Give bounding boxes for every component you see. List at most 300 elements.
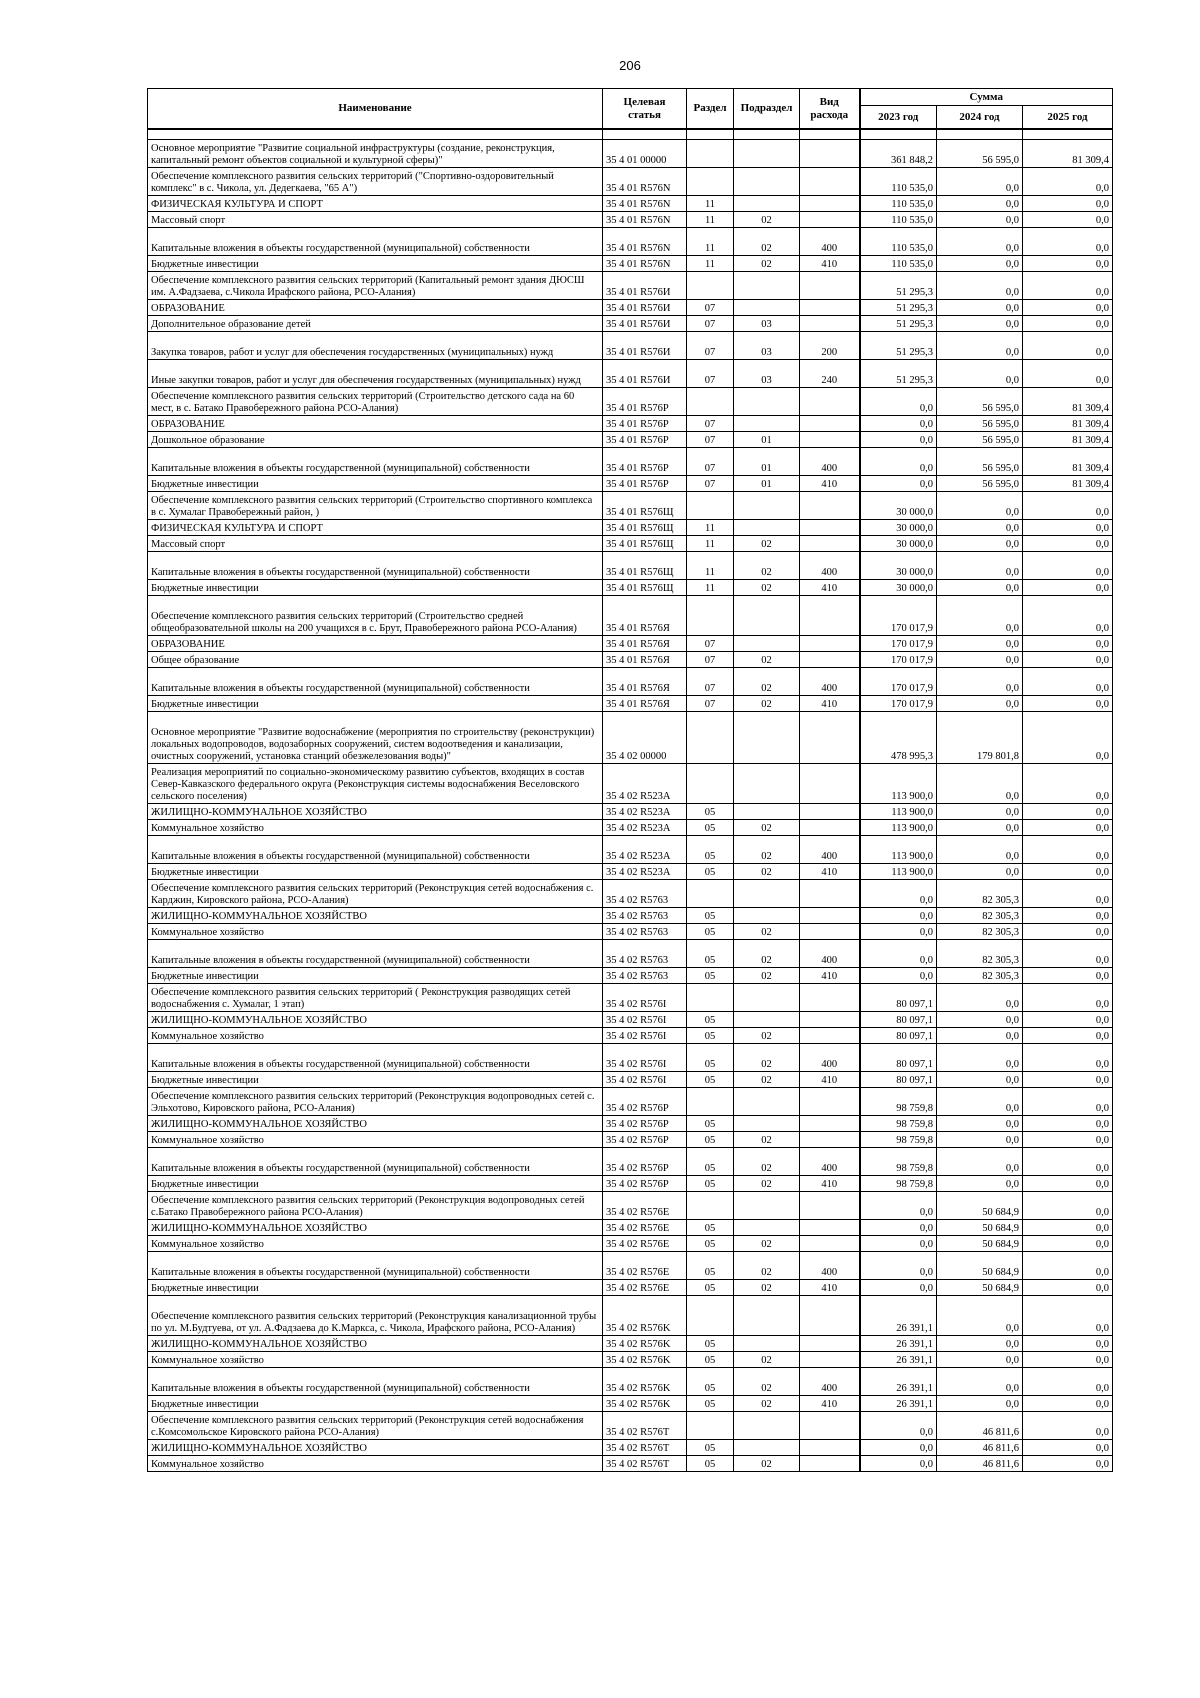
row-target-article-cell: 35 4 02 R5763 bbox=[603, 924, 687, 940]
row-2024-cell: 0,0 bbox=[937, 696, 1023, 712]
row-2025-cell: 0,0 bbox=[1023, 712, 1113, 764]
table-row bbox=[148, 1072, 1113, 1088]
row-subsection-cell bbox=[734, 908, 800, 924]
row-section-cell bbox=[687, 596, 734, 636]
row-target-article-cell: 35 4 02 R576K bbox=[603, 1296, 687, 1336]
row-subsection-cell: 02 bbox=[734, 652, 800, 668]
row-2024-cell: 0,0 bbox=[937, 836, 1023, 864]
row-target-article-cell: 35 4 02 R5763 bbox=[603, 940, 687, 968]
table-row bbox=[148, 520, 1113, 536]
row-2025-cell: 0,0 bbox=[1023, 1252, 1113, 1280]
row-expense-type-cell bbox=[800, 1012, 860, 1028]
row-target-article-cell: 35 4 02 R576E bbox=[603, 1192, 687, 1220]
row-expense-type-cell bbox=[800, 300, 860, 316]
row-2023-cell: 26 391,1 bbox=[860, 1296, 937, 1336]
row-2025-cell: 0,0 bbox=[1023, 256, 1113, 272]
row-subsection-cell bbox=[734, 596, 800, 636]
row-name-cell: Обеспечение комплексного развития сельских территорий (Реконструкция водопроводных сетей с. Эльхотово, Кировского района, РСО-Алания) bbox=[148, 1088, 603, 1116]
row-2025-cell: 0,0 bbox=[1023, 668, 1113, 696]
row-2023-cell: 113 900,0 bbox=[860, 864, 937, 880]
row-subsection-cell bbox=[734, 1412, 800, 1440]
row-expense-type-cell bbox=[800, 1456, 860, 1472]
row-2025-cell: 0,0 bbox=[1023, 652, 1113, 668]
row-subsection-cell: 01 bbox=[734, 432, 800, 448]
row-2023-cell: 51 295,3 bbox=[860, 300, 937, 316]
row-name-cell: Обеспечение комплексного развития сельских территорий (Строительство спортивного комплекса в с. Хумалаг Правобережный район, ) bbox=[148, 492, 603, 520]
row-subsection-cell: 02 bbox=[734, 968, 800, 984]
row-name-cell: Иные закупки товаров, работ и услуг для обеспечения государственных (муниципальных) нужд bbox=[148, 360, 603, 388]
row-2023-cell: 0,0 bbox=[860, 1280, 937, 1296]
row-2025-cell: 0,0 bbox=[1023, 880, 1113, 908]
row-subsection-cell bbox=[734, 1220, 800, 1236]
row-target-article-cell: 35 4 02 00000 bbox=[603, 712, 687, 764]
row-expense-type-cell bbox=[800, 196, 860, 212]
row-section-cell: 05 bbox=[687, 1176, 734, 1192]
row-section-cell: 05 bbox=[687, 908, 734, 924]
row-expense-type-cell: 410 bbox=[800, 968, 860, 984]
row-2023-cell bbox=[860, 129, 937, 140]
row-section-cell: 05 bbox=[687, 1252, 734, 1280]
header-2023: 2023 год bbox=[860, 106, 937, 130]
row-subsection-cell bbox=[734, 1296, 800, 1336]
row-2024-cell: 56 595,0 bbox=[937, 416, 1023, 432]
row-name-cell: Закупка товаров, работ и услуг для обеспечения государственных (муниципальных) нужд bbox=[148, 332, 603, 360]
row-2024-cell: 0,0 bbox=[937, 520, 1023, 536]
row-subsection-cell: 02 bbox=[734, 1368, 800, 1396]
table-row bbox=[148, 820, 1113, 836]
row-2025-cell: 0,0 bbox=[1023, 804, 1113, 820]
row-2024-cell: 0,0 bbox=[937, 1296, 1023, 1336]
row-target-article-cell: 35 4 02 R576P bbox=[603, 1176, 687, 1192]
table-row bbox=[148, 1280, 1113, 1296]
table-row bbox=[148, 256, 1113, 272]
row-target-article-cell: 35 4 02 R523A bbox=[603, 764, 687, 804]
row-expense-type-cell: 410 bbox=[800, 864, 860, 880]
table-row bbox=[148, 316, 1113, 332]
row-target-article-cell: 35 4 02 R5763 bbox=[603, 880, 687, 908]
table-row bbox=[148, 968, 1113, 984]
row-section-cell: 05 bbox=[687, 1028, 734, 1044]
table-row bbox=[148, 908, 1113, 924]
row-2025-cell: 0,0 bbox=[1023, 332, 1113, 360]
row-expense-type-cell bbox=[800, 212, 860, 228]
row-2025-cell: 0,0 bbox=[1023, 168, 1113, 196]
row-name-cell: Бюджетные инвестиции bbox=[148, 1072, 603, 1088]
row-2023-cell: 0,0 bbox=[860, 968, 937, 984]
row-target-article-cell: 35 4 01 R576Щ bbox=[603, 536, 687, 552]
row-section-cell: 05 bbox=[687, 1336, 734, 1352]
row-expense-type-cell bbox=[800, 140, 860, 168]
row-target-article-cell bbox=[603, 129, 687, 140]
table-row bbox=[148, 388, 1113, 416]
row-2025-cell: 0,0 bbox=[1023, 836, 1113, 864]
row-name-cell: Дополнительное образование детей bbox=[148, 316, 603, 332]
row-target-article-cell: 35 4 02 R576I bbox=[603, 1012, 687, 1028]
row-name-cell: Бюджетные инвестиции bbox=[148, 1280, 603, 1296]
row-2023-cell: 98 759,8 bbox=[860, 1132, 937, 1148]
row-section-cell: 07 bbox=[687, 476, 734, 492]
row-2023-cell: 0,0 bbox=[860, 1252, 937, 1280]
row-2025-cell: 0,0 bbox=[1023, 968, 1113, 984]
header-section: Раздел bbox=[687, 89, 734, 130]
row-2024-cell: 0,0 bbox=[937, 1132, 1023, 1148]
row-section-cell: 05 bbox=[687, 1236, 734, 1252]
table-row bbox=[148, 1028, 1113, 1044]
table-row bbox=[148, 924, 1113, 940]
row-section-cell bbox=[687, 880, 734, 908]
row-expense-type-cell bbox=[800, 764, 860, 804]
row-target-article-cell: 35 4 02 R576P bbox=[603, 1088, 687, 1116]
table-row bbox=[148, 864, 1113, 880]
row-subsection-cell bbox=[734, 1336, 800, 1352]
table-row bbox=[148, 712, 1113, 764]
row-2023-cell: 30 000,0 bbox=[860, 520, 937, 536]
row-2024-cell: 0,0 bbox=[937, 1148, 1023, 1176]
row-2023-cell: 361 848,2 bbox=[860, 140, 937, 168]
row-2024-cell: 82 305,3 bbox=[937, 968, 1023, 984]
row-name-cell: Бюджетные инвестиции bbox=[148, 476, 603, 492]
row-subsection-cell: 02 bbox=[734, 1044, 800, 1072]
row-target-article-cell: 35 4 02 R576E bbox=[603, 1236, 687, 1252]
row-2025-cell: 0,0 bbox=[1023, 696, 1113, 712]
row-section-cell bbox=[687, 129, 734, 140]
table-row bbox=[148, 448, 1113, 476]
row-target-article-cell: 35 4 02 R576T bbox=[603, 1412, 687, 1440]
row-2025-cell: 0,0 bbox=[1023, 360, 1113, 388]
table-row bbox=[148, 432, 1113, 448]
row-2025-cell: 81 309,4 bbox=[1023, 416, 1113, 432]
row-target-article-cell: 35 4 02 R576K bbox=[603, 1336, 687, 1352]
row-2023-cell: 478 995,3 bbox=[860, 712, 937, 764]
row-target-article-cell: 35 4 01 R576N bbox=[603, 168, 687, 196]
row-expense-type-cell bbox=[800, 1412, 860, 1440]
row-2025-cell: 0,0 bbox=[1023, 908, 1113, 924]
row-expense-type-cell: 400 bbox=[800, 940, 860, 968]
row-expense-type-cell bbox=[800, 1220, 860, 1236]
row-2025-cell: 0,0 bbox=[1023, 864, 1113, 880]
row-2025-cell: 0,0 bbox=[1023, 1296, 1113, 1336]
table-row bbox=[148, 536, 1113, 552]
row-2023-cell: 170 017,9 bbox=[860, 696, 937, 712]
row-expense-type-cell bbox=[800, 984, 860, 1012]
row-section-cell: 05 bbox=[687, 1072, 734, 1088]
row-section-cell bbox=[687, 984, 734, 1012]
row-name-cell: Коммунальное хозяйство bbox=[148, 1236, 603, 1252]
row-expense-type-cell bbox=[800, 804, 860, 820]
table-row bbox=[148, 1116, 1113, 1132]
row-section-cell: 07 bbox=[687, 360, 734, 388]
row-name-cell: ФИЗИЧЕСКАЯ КУЛЬТУРА И СПОРТ bbox=[148, 520, 603, 536]
table-row bbox=[148, 668, 1113, 696]
header-2025: 2025 год bbox=[1023, 106, 1113, 130]
row-2024-cell: 0,0 bbox=[937, 228, 1023, 256]
row-name-cell: Массовый спорт bbox=[148, 536, 603, 552]
row-2023-cell: 0,0 bbox=[860, 476, 937, 492]
row-section-cell: 11 bbox=[687, 552, 734, 580]
table-row bbox=[148, 129, 1113, 140]
row-section-cell bbox=[687, 1192, 734, 1220]
row-subsection-cell bbox=[734, 416, 800, 432]
table-row bbox=[148, 1368, 1113, 1396]
row-target-article-cell: 35 4 01 R576P bbox=[603, 416, 687, 432]
row-name-cell: Реализация мероприятий по социально-экономическому развитию субъектов, входящих в состав Север-Кавказского федерального округа (Реконструкция системы водоснабжения Веселовского сельского поселения) bbox=[148, 764, 603, 804]
row-section-cell bbox=[687, 272, 734, 300]
row-2024-cell: 0,0 bbox=[937, 196, 1023, 212]
row-subsection-cell: 02 bbox=[734, 1236, 800, 1252]
row-2024-cell: 50 684,9 bbox=[937, 1280, 1023, 1296]
row-2025-cell: 0,0 bbox=[1023, 1412, 1113, 1440]
row-expense-type-cell bbox=[800, 1116, 860, 1132]
row-subsection-cell: 02 bbox=[734, 820, 800, 836]
row-name-cell: Обеспечение комплексного развития сельских территорий (Строительство детского сада на 60 мест, в с. Батако Правобережного района РСО-Алания) bbox=[148, 388, 603, 416]
table-row bbox=[148, 696, 1113, 712]
row-2024-cell: 0,0 bbox=[937, 764, 1023, 804]
row-2024-cell: 0,0 bbox=[937, 668, 1023, 696]
row-name-cell: ОБРАЗОВАНИЕ bbox=[148, 636, 603, 652]
row-2025-cell: 81 309,4 bbox=[1023, 448, 1113, 476]
row-expense-type-cell bbox=[800, 1352, 860, 1368]
row-section-cell: 07 bbox=[687, 316, 734, 332]
table-row bbox=[148, 596, 1113, 636]
row-expense-type-cell: 410 bbox=[800, 476, 860, 492]
row-section-cell bbox=[687, 1088, 734, 1116]
row-2023-cell: 110 535,0 bbox=[860, 256, 937, 272]
row-target-article-cell: 35 4 01 R576Щ bbox=[603, 552, 687, 580]
row-target-article-cell: 35 4 02 R576K bbox=[603, 1396, 687, 1412]
row-subsection-cell bbox=[734, 520, 800, 536]
row-section-cell: 11 bbox=[687, 520, 734, 536]
row-name-cell: Основное мероприятие "Развитие социальной инфраструктуры (создание, реконструкция, капитальный ремонт объектов социальной и культурной сферы)" bbox=[148, 140, 603, 168]
row-2025-cell: 81 309,4 bbox=[1023, 140, 1113, 168]
row-2023-cell: 26 391,1 bbox=[860, 1368, 937, 1396]
row-name-cell: Капитальные вложения в объекты государственной (муниципальной) собственности bbox=[148, 1252, 603, 1280]
row-expense-type-cell bbox=[800, 596, 860, 636]
row-2023-cell: 110 535,0 bbox=[860, 212, 937, 228]
row-section-cell: 05 bbox=[687, 1220, 734, 1236]
row-expense-type-cell bbox=[800, 1296, 860, 1336]
row-target-article-cell: 35 4 02 R576P bbox=[603, 1148, 687, 1176]
row-subsection-cell: 02 bbox=[734, 1396, 800, 1412]
row-2025-cell: 0,0 bbox=[1023, 1368, 1113, 1396]
row-target-article-cell: 35 4 02 R576K bbox=[603, 1352, 687, 1368]
row-section-cell: 05 bbox=[687, 1280, 734, 1296]
row-name-cell: Бюджетные инвестиции bbox=[148, 968, 603, 984]
row-2025-cell: 0,0 bbox=[1023, 1192, 1113, 1220]
row-2024-cell: 0,0 bbox=[937, 272, 1023, 300]
row-section-cell: 05 bbox=[687, 1396, 734, 1412]
row-target-article-cell: 35 4 02 R576K bbox=[603, 1368, 687, 1396]
row-target-article-cell: 35 4 01 00000 bbox=[603, 140, 687, 168]
row-2024-cell: 56 595,0 bbox=[937, 432, 1023, 448]
table-row bbox=[148, 1012, 1113, 1028]
row-name-cell: ФИЗИЧЕСКАЯ КУЛЬТУРА И СПОРТ bbox=[148, 196, 603, 212]
row-2023-cell: 98 759,8 bbox=[860, 1176, 937, 1192]
row-target-article-cell: 35 4 01 R576И bbox=[603, 316, 687, 332]
row-2024-cell: 0,0 bbox=[937, 316, 1023, 332]
row-2025-cell: 0,0 bbox=[1023, 940, 1113, 968]
row-2024-cell: 82 305,3 bbox=[937, 940, 1023, 968]
row-target-article-cell: 35 4 01 R576Я bbox=[603, 696, 687, 712]
row-expense-type-cell: 400 bbox=[800, 1148, 860, 1176]
table-row bbox=[148, 1412, 1113, 1440]
row-subsection-cell: 02 bbox=[734, 1352, 800, 1368]
row-section-cell: 05 bbox=[687, 804, 734, 820]
row-expense-type-cell bbox=[800, 1132, 860, 1148]
row-expense-type-cell: 400 bbox=[800, 552, 860, 580]
row-name-cell: Обеспечение комплексного развития сельских территорий (Реконструкция канализационной трубы по ул. М.Будтуева, от ул. А.Фадзаева до К.Маркса, с. Чикола, Ирафского района, РСО-Алания) bbox=[148, 1296, 603, 1336]
table-row bbox=[148, 1176, 1113, 1192]
row-2024-cell: 56 595,0 bbox=[937, 140, 1023, 168]
row-2023-cell: 0,0 bbox=[860, 1220, 937, 1236]
row-target-article-cell: 35 4 02 R5763 bbox=[603, 968, 687, 984]
row-section-cell: 05 bbox=[687, 968, 734, 984]
row-section-cell: 07 bbox=[687, 432, 734, 448]
row-subsection-cell bbox=[734, 1440, 800, 1456]
row-2025-cell: 0,0 bbox=[1023, 272, 1113, 300]
table-row bbox=[148, 1044, 1113, 1072]
row-target-article-cell: 35 4 02 R523A bbox=[603, 836, 687, 864]
row-expense-type-cell bbox=[800, 492, 860, 520]
row-2025-cell: 0,0 bbox=[1023, 1456, 1113, 1472]
row-expense-type-cell bbox=[800, 272, 860, 300]
row-2024-cell: 0,0 bbox=[937, 1012, 1023, 1028]
row-2025-cell: 0,0 bbox=[1023, 1440, 1113, 1456]
row-subsection-cell bbox=[734, 880, 800, 908]
table-row bbox=[148, 940, 1113, 968]
row-target-article-cell: 35 4 02 R576E bbox=[603, 1252, 687, 1280]
row-2025-cell: 0,0 bbox=[1023, 316, 1113, 332]
table-body bbox=[148, 129, 1113, 1472]
row-expense-type-cell: 400 bbox=[800, 836, 860, 864]
table-row bbox=[148, 140, 1113, 168]
row-section-cell bbox=[687, 140, 734, 168]
row-section-cell: 05 bbox=[687, 820, 734, 836]
header-2024: 2024 год bbox=[937, 106, 1023, 130]
header-sum: Сумма bbox=[860, 89, 1113, 106]
row-subsection-cell: 02 bbox=[734, 864, 800, 880]
row-target-article-cell: 35 4 02 R576T bbox=[603, 1456, 687, 1472]
row-2023-cell: 0,0 bbox=[860, 1236, 937, 1252]
row-2025-cell: 0,0 bbox=[1023, 492, 1113, 520]
table-row bbox=[148, 196, 1113, 212]
row-subsection-cell bbox=[734, 764, 800, 804]
row-target-article-cell: 35 4 01 R576Щ bbox=[603, 520, 687, 536]
row-2024-cell: 56 595,0 bbox=[937, 476, 1023, 492]
row-name-cell: Дошкольное образование bbox=[148, 432, 603, 448]
row-target-article-cell: 35 4 01 R576P bbox=[603, 432, 687, 448]
row-2023-cell: 170 017,9 bbox=[860, 636, 937, 652]
row-subsection-cell: 02 bbox=[734, 1132, 800, 1148]
row-expense-type-cell: 400 bbox=[800, 448, 860, 476]
table-row bbox=[148, 1132, 1113, 1148]
row-section-cell: 11 bbox=[687, 228, 734, 256]
row-target-article-cell: 35 4 01 R576И bbox=[603, 360, 687, 388]
row-section-cell: 11 bbox=[687, 536, 734, 552]
row-2024-cell: 0,0 bbox=[937, 1176, 1023, 1192]
table-row bbox=[148, 552, 1113, 580]
row-2023-cell: 0,0 bbox=[860, 432, 937, 448]
row-2024-cell bbox=[937, 129, 1023, 140]
row-2024-cell: 0,0 bbox=[937, 492, 1023, 520]
row-2025-cell: 0,0 bbox=[1023, 1028, 1113, 1044]
row-2023-cell: 0,0 bbox=[860, 416, 937, 432]
table-row bbox=[148, 1456, 1113, 1472]
row-subsection-cell bbox=[734, 1192, 800, 1220]
table-row bbox=[148, 580, 1113, 596]
row-expense-type-cell: 240 bbox=[800, 360, 860, 388]
row-2025-cell: 0,0 bbox=[1023, 1148, 1113, 1176]
row-name-cell: Бюджетные инвестиции bbox=[148, 1396, 603, 1412]
row-section-cell bbox=[687, 388, 734, 416]
row-2025-cell: 0,0 bbox=[1023, 1220, 1113, 1236]
row-subsection-cell: 01 bbox=[734, 476, 800, 492]
row-expense-type-cell bbox=[800, 520, 860, 536]
row-expense-type-cell bbox=[800, 924, 860, 940]
row-target-article-cell: 35 4 01 R576Я bbox=[603, 652, 687, 668]
row-2024-cell: 0,0 bbox=[937, 580, 1023, 596]
row-expense-type-cell bbox=[800, 388, 860, 416]
row-name-cell: Массовый спорт bbox=[148, 212, 603, 228]
row-subsection-cell: 02 bbox=[734, 836, 800, 864]
row-expense-type-cell bbox=[800, 1440, 860, 1456]
row-2024-cell: 0,0 bbox=[937, 212, 1023, 228]
row-subsection-cell: 02 bbox=[734, 668, 800, 696]
table-row bbox=[148, 1396, 1113, 1412]
row-expense-type-cell: 410 bbox=[800, 256, 860, 272]
row-2023-cell: 98 759,8 bbox=[860, 1088, 937, 1116]
row-2024-cell: 82 305,3 bbox=[937, 924, 1023, 940]
row-2024-cell: 50 684,9 bbox=[937, 1220, 1023, 1236]
row-target-article-cell: 35 4 02 R523A bbox=[603, 864, 687, 880]
row-target-article-cell: 35 4 01 R576Я bbox=[603, 668, 687, 696]
row-2023-cell: 0,0 bbox=[860, 1456, 937, 1472]
table-row bbox=[148, 984, 1113, 1012]
row-target-article-cell: 35 4 02 R523A bbox=[603, 820, 687, 836]
row-2025-cell: 0,0 bbox=[1023, 764, 1113, 804]
row-subsection-cell: 02 bbox=[734, 1252, 800, 1280]
row-target-article-cell: 35 4 01 R576Я bbox=[603, 636, 687, 652]
row-expense-type-cell bbox=[800, 652, 860, 668]
row-2023-cell: 0,0 bbox=[860, 1412, 937, 1440]
row-2024-cell: 0,0 bbox=[937, 1352, 1023, 1368]
header-subsection: Подраздел bbox=[734, 89, 800, 130]
row-expense-type-cell bbox=[800, 880, 860, 908]
row-2024-cell: 50 684,9 bbox=[937, 1192, 1023, 1220]
row-2024-cell: 0,0 bbox=[937, 1396, 1023, 1412]
row-2024-cell: 0,0 bbox=[937, 552, 1023, 580]
row-subsection-cell: 02 bbox=[734, 1072, 800, 1088]
row-subsection-cell: 02 bbox=[734, 256, 800, 272]
row-name-cell: Капитальные вложения в объекты государственной (муниципальной) собственности bbox=[148, 1044, 603, 1072]
row-target-article-cell: 35 4 02 R576I bbox=[603, 1028, 687, 1044]
row-2025-cell: 0,0 bbox=[1023, 536, 1113, 552]
row-2023-cell: 51 295,3 bbox=[860, 316, 937, 332]
row-2024-cell: 0,0 bbox=[937, 820, 1023, 836]
row-2023-cell: 80 097,1 bbox=[860, 1044, 937, 1072]
table-row bbox=[148, 1336, 1113, 1352]
row-section-cell: 05 bbox=[687, 864, 734, 880]
row-2023-cell: 170 017,9 bbox=[860, 668, 937, 696]
row-expense-type-cell bbox=[800, 316, 860, 332]
row-name-cell: Основное мероприятие "Развитие водоснабжение (мероприятия по строительству (реконструкции) локальных водопроводов, водозаборных сооружений, систем водоотведения и канализации, очистных сооружений, установка станций обезжелезования воды)" bbox=[148, 712, 603, 764]
row-name-cell: Капитальные вложения в объекты государственной (муниципальной) собственности bbox=[148, 552, 603, 580]
row-name-cell: Бюджетные инвестиции bbox=[148, 696, 603, 712]
row-target-article-cell: 35 4 02 R5763 bbox=[603, 908, 687, 924]
row-2024-cell: 0,0 bbox=[937, 804, 1023, 820]
row-expense-type-cell: 410 bbox=[800, 1072, 860, 1088]
table-row bbox=[148, 300, 1113, 316]
row-subsection-cell bbox=[734, 168, 800, 196]
